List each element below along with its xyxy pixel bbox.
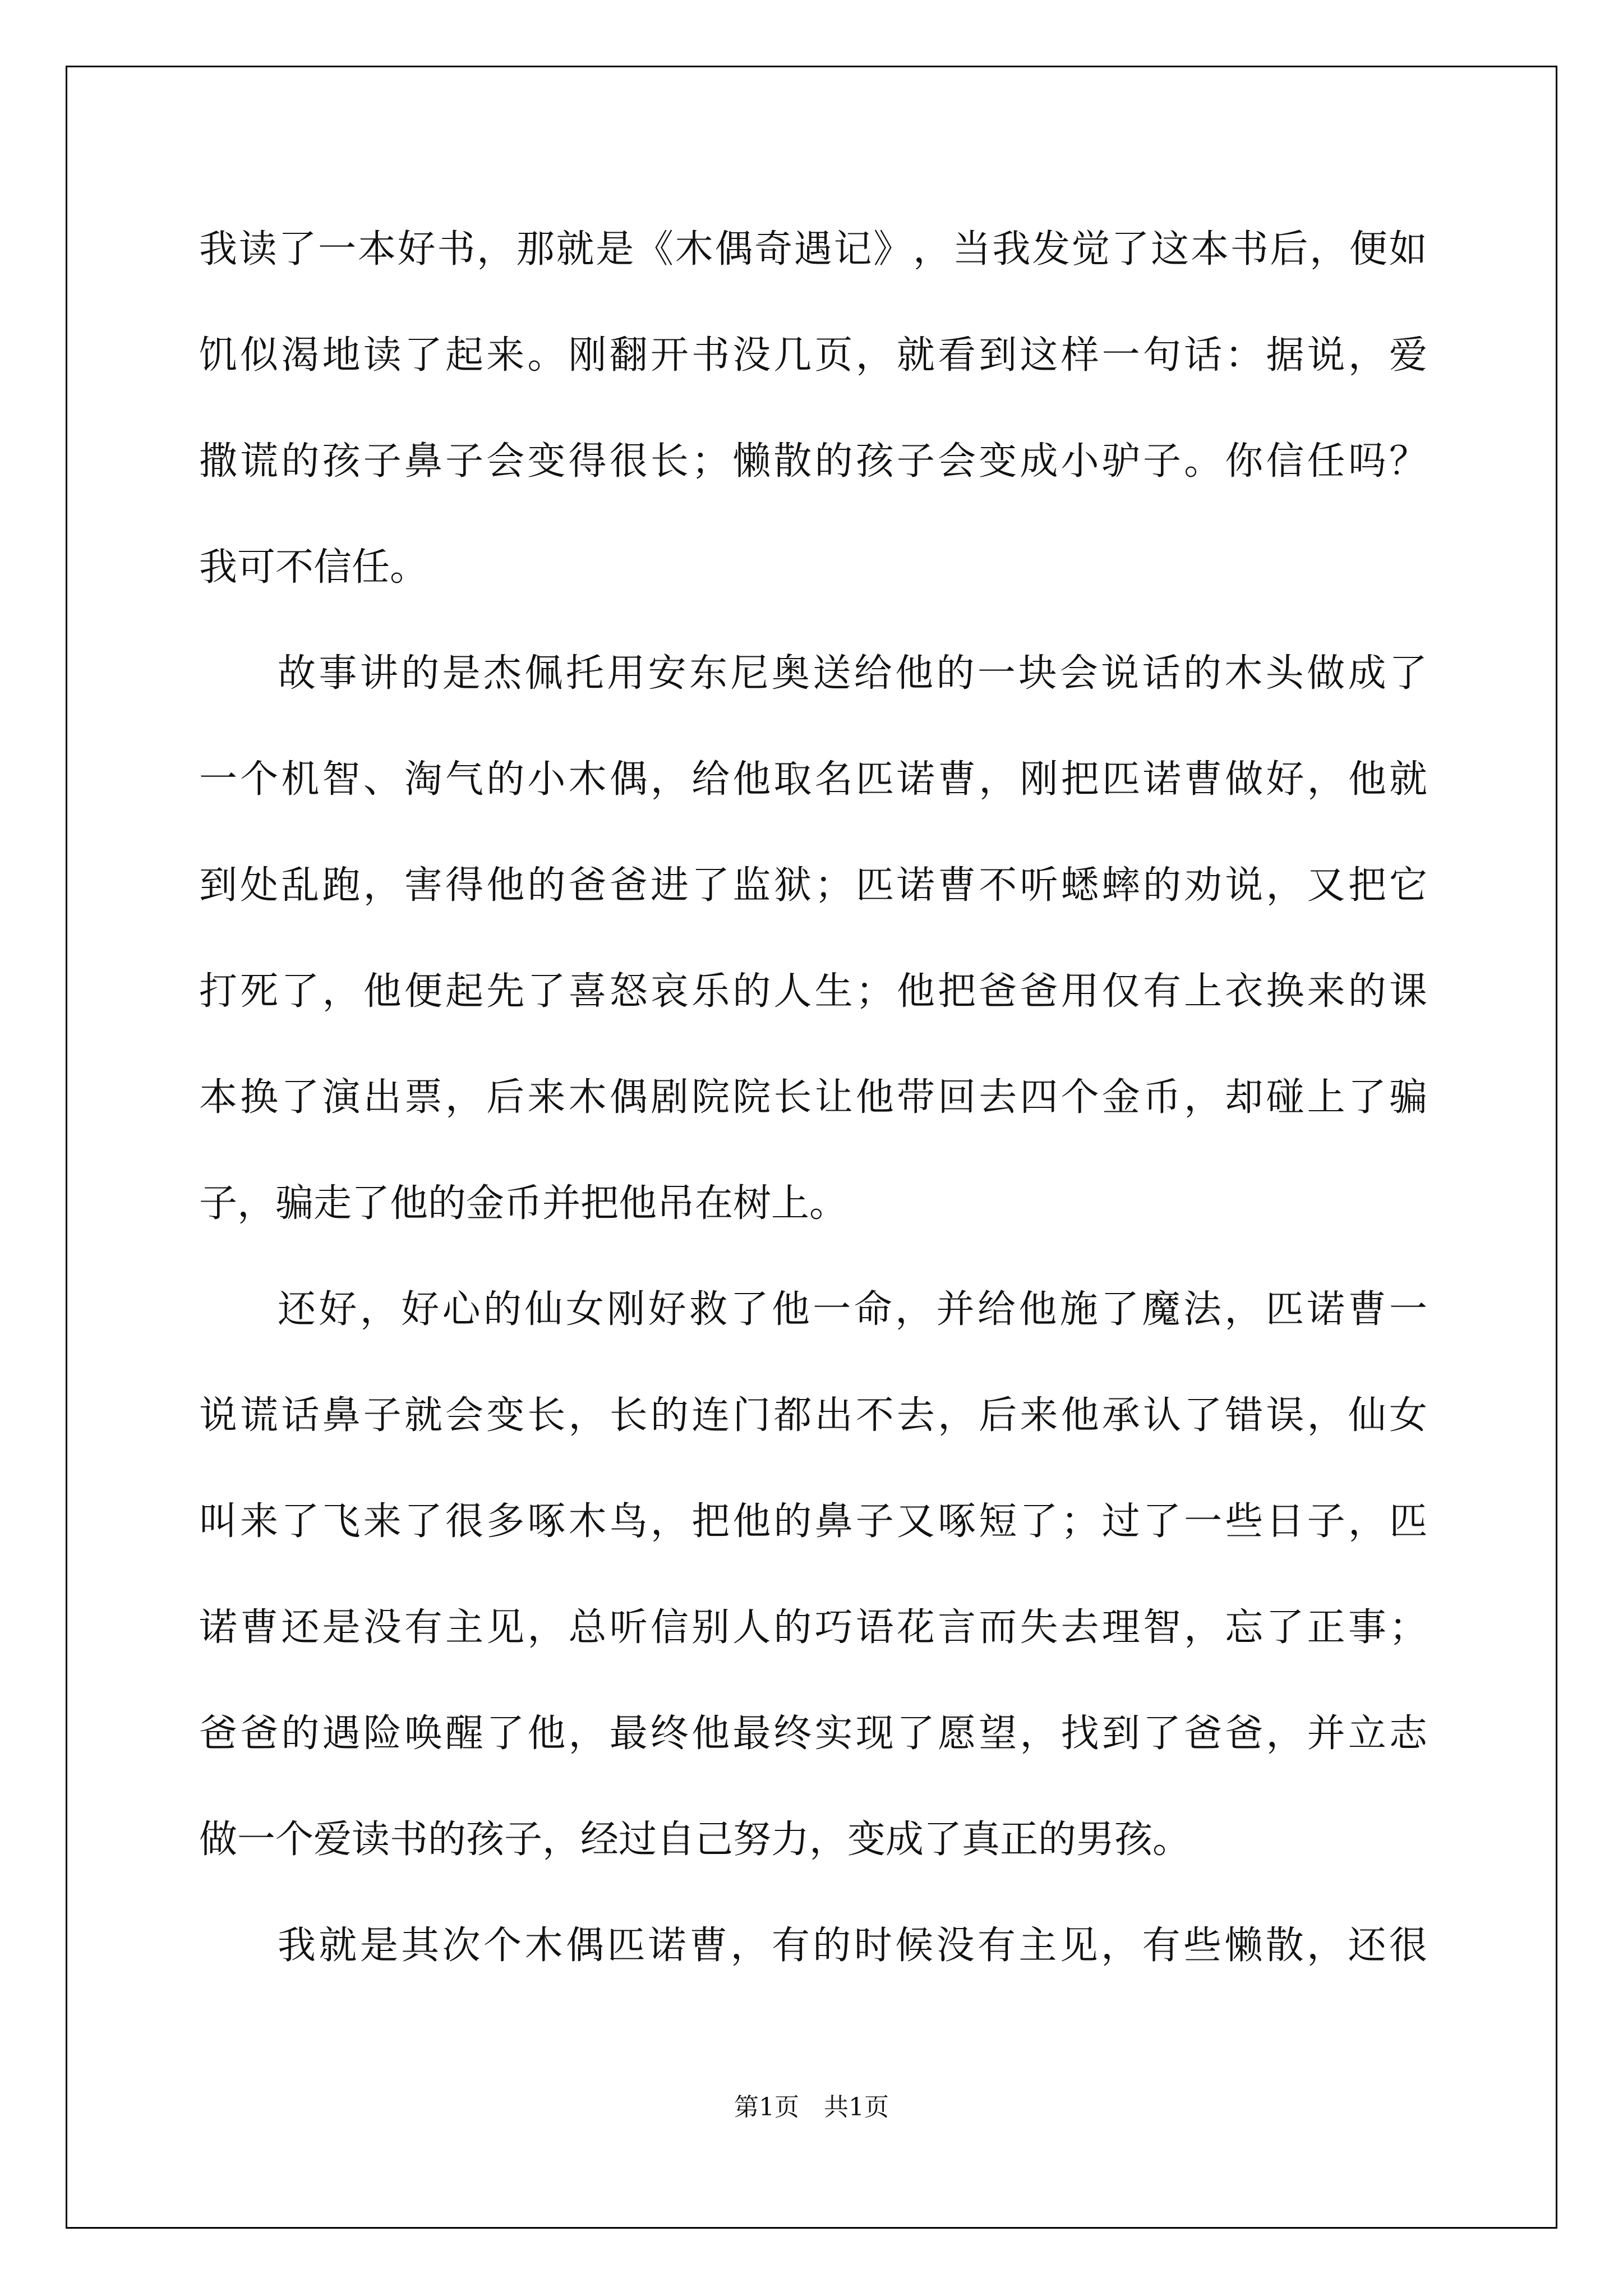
text-line: 我 读 了 一 本 好 书 ， 那 就 是 《 木 偶 奇 遇 记 》 ， 当 我 发 觉 了 这 本 书 后 ， 便 如 bbox=[199, 227, 1427, 272]
text-line: 诺 曹 还 是 没 有 主 见 ， 总 听 信 别 人 的 巧 语 花 言 而 失 去 理 智 ， 忘 了 正 事 ； bbox=[199, 1605, 1427, 1650]
page-number-footer: 第1页 共1页 bbox=[734, 2093, 889, 2122]
text-line: 撒 谎 的 孩 子 鼻 子 会 变 得 很 长 ； 懒 散 的 孩 子 会 变 成 小 驴 子 。 你 信 任 吗 ？ bbox=[199, 439, 1427, 484]
text-line: 饥 似 渴 地 读 了 起 来 。 刚 翻 开 书 没 几 页 ， 就 看 到 这 样 一 句 话 ： 据 说 ， 爱 bbox=[199, 333, 1427, 378]
text-line: 还 好 ， 好 心 的 仙 女 刚 好 救 了 他 一 命 ， 并 给 他 施 了 魔 法 ， 匹 诺 曹 一 bbox=[278, 1287, 1427, 1332]
text-line: 爸 爸 的 遇 险 唤 醒 了 他 ， 最 终 他 最 终 实 现 了 愿 望 ， 找 到 了 爸 爸 ， 并 立 志 bbox=[199, 1711, 1427, 1756]
text-line: 本 换 了 演 出 票 ， 后 来 木 偶 剧 院 院 长 让 他 带 回 去 四 个 金 币 ， 却 碰 上 了 骗 bbox=[199, 1075, 1427, 1120]
text-line: 到 处 乱 跑 ， 害 得 他 的 爸 爸 进 了 监 狱 ； 匹 诺 曹 不 听 蟋 蟀 的 劝 说 ， 又 把 它 bbox=[199, 863, 1427, 908]
text-line: 叫 来 了 飞 来 了 很 多 啄 木 鸟 ， 把 他 的 鼻 子 又 啄 短 了 ； 过 了 一 些 日 子 ， 匹 bbox=[199, 1499, 1427, 1544]
text-line: 我可不信任。 bbox=[199, 545, 428, 590]
text-line: 做一个爱读书的孩子，经过自己努力，变成了真正的男孩。 bbox=[199, 1818, 1191, 1862]
text-line: 打 死 了 ， 他 便 起 先 了 喜 怒 哀 乐 的 人 生 ； 他 把 爸 爸 用 仅 有 上 衣 换 来 的 课 bbox=[199, 969, 1427, 1014]
text-line: 说 谎 话 鼻 子 就 会 变 长 ， 长 的 连 门 都 出 不 去 ， 后 来 他 承 认 了 错 误 ， 仙 女 bbox=[199, 1393, 1427, 1438]
text-line: 我 就 是 其 次 个 木 偶 匹 诺 曹 ， 有 的 时 候 没 有 主 见 ， 有 些 懒 散 ， 还 很 bbox=[278, 1924, 1427, 1968]
text-line: 一 个 机 智 、 淘 气 的 小 木 偶 ， 给 他 取 名 匹 诺 曹 ， 刚 把 匹 诺 曹 做 好 ， 他 就 bbox=[199, 757, 1427, 802]
text-line: 子，骗走了他的金币并把他吊在树上。 bbox=[199, 1181, 848, 1226]
text-line: 故 事 讲 的 是 杰 佩 托 用 安 东 尼 奥 送 给 他 的 一 块 会 说 话 的 木 头 做 成 了 bbox=[278, 651, 1427, 696]
document-body bbox=[199, 212, 1427, 2014]
